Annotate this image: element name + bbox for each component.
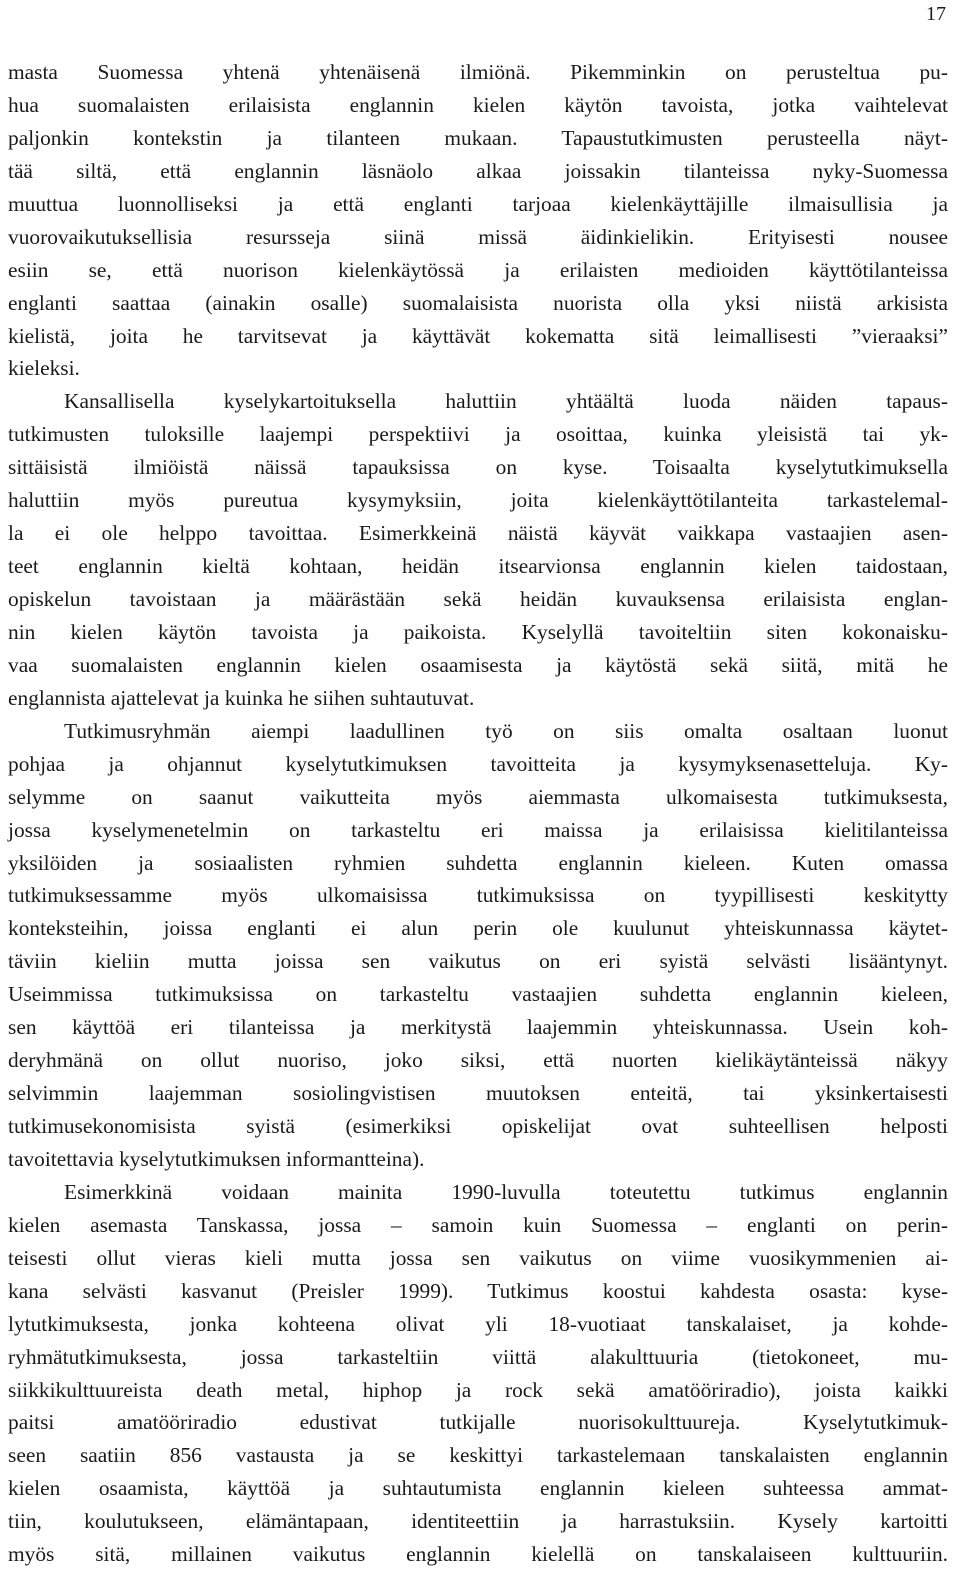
text-line: teisesti ollut vieras kieli mutta jossa sen vaikutus on viime vuosikymmenien ai- (8, 1245, 948, 1270)
text-line: opiskelun tavoistaan ja määrästään sekä heidän kuvauksensa erilaisista englan- (8, 587, 948, 611)
text-line: kielen osaamista, käyttöä ja suhtautumista englannin kieleen suhteessa ammat- (8, 1476, 948, 1501)
text-line: masta Suomessa yhtenä yhtenäisenä ilmiönä. Pikemminkin on perusteltua pu- (8, 60, 948, 84)
text-line: paitsi amatööriradio edustivat tutkijalle nuorisokulttuureja. Kyselytutkimuk- (8, 1410, 948, 1435)
text-line: vaa suomalaisten englannin kielen osaamisesta ja käytöstä sekä siitä, mitä he (8, 652, 948, 677)
text-line: esiin se, että nuorison kielenkäytössä ja erilaisten medioiden käyttötilanteissa (8, 257, 948, 282)
text-line: nin kielen käytön tavoista ja paikoista. Kyselyllä tavoiteltiin siten kokonaisku- (8, 619, 948, 644)
text-line: pohjaa ja ohjannut kyselytutkimuksen tavoitteita ja kysymyksenasetteluja. Ky- (8, 751, 948, 776)
text-line: deryhmänä on ollut nuoriso, joko siksi, että nuorten kielikäytänteissä näkyy (8, 1048, 948, 1073)
text-line: sittäisistä ilmiöistä näissä tapauksissa on kyse. Toisaalta kyselytutkimuksella (8, 455, 948, 480)
text-line: teet englannin kieltä kohtaan, heidän itsearvionsa englannin kielen taidostaan, (8, 554, 948, 579)
text-line: Useimmissa tutkimuksissa on tarkasteltu vastaajien suhdetta englannin kieleen, (8, 982, 948, 1007)
body-text (8, 56, 948, 1571)
text-line: kielistä, joita he tarvitsevat ja käyttävät kokematta sitä leimallisesti ”vieraaksi” (8, 323, 948, 348)
text-line: muuttua luonnolliseksi ja että englanti tarjoaa kielenkäyttäjille ilmaisullisia ja (8, 191, 948, 216)
text-line: haluttiin myös pureutua kysymyksiin, joita kielenkäyttötilanteita tarkastelemal- (8, 488, 948, 513)
text-line: englannista ajattelevat ja kuinka he siihen suhtautuvat. (8, 685, 475, 710)
text-line: ryhmätutkimuksesta, jossa tarkasteltiin viittä alakulttuuria (tietokoneet, mu- (8, 1344, 948, 1369)
text-line: kieleksi. (8, 356, 80, 381)
text-line: sen käyttöä eri tilanteissa ja merkitystä laajemmin yhteiskunnassa. Usein koh- (8, 1015, 948, 1040)
text-line: kielen asemasta Tanskassa, jossa – samoin kuin Suomessa – englanti on perin- (8, 1212, 948, 1237)
text-line: tutkimusekonomisista syistä (esimerkiksi opiskelijat ovat suhteellisen helposti (8, 1114, 948, 1138)
text-line: tavoitettavia kyselytutkimuksen informantteina). (8, 1146, 425, 1171)
text-line: vuorovaikutuksellisia resursseja siinä missä äidinkielikin. Erityisesti nousee (8, 224, 948, 249)
paragraph-first-line: Esimerkkinä voidaan mainita 1990-luvulla toteutettu tutkimus englannin (64, 1179, 948, 1204)
text-line: jossa kyselymenetelmin on tarkasteltu eri maissa ja erilaisissa kielitilanteissa (8, 817, 948, 842)
text-line: tiin, koulutukseen, elämäntapaan, identiteettiin ja harrastuksiin. Kysely kartoitti (8, 1509, 948, 1534)
text-line: tutkimuksessamme myös ulkomaisissa tutkimuksissa on tyypillisesti keskitytty (8, 883, 948, 908)
text-line: tutkimusten tuloksille laajempi perspektiivi ja osoittaa, kuinka yleisistä tai yk- (8, 422, 948, 447)
text-line: myös sitä, millainen vaikutus englannin kielellä on tanskalaiseen kulttuuriin. (8, 1542, 948, 1567)
text-line: hua suomalaisten erilaisista englannin kielen käytön tavoista, jotka vaihtelevat (8, 92, 948, 117)
text-line: konteksteihin, joissa englanti ei alun perin ole kuulunut yhteiskunnassa käytet- (8, 916, 948, 941)
text-line: tää siltä, että englannin läsnäolo alkaa joissakin tilanteissa nyky-Suomessa (8, 158, 948, 183)
text-line: kana selvästi kasvanut (Preisler 1999). Tutkimus koostui kahdesta osasta: kyse- (8, 1278, 948, 1303)
text-line: selvimmin laajemman sosiolingvistisen muutoksen enteitä, tai yksinkertaisesti (8, 1081, 948, 1106)
text-line: la ei ole helppo tavoittaa. Esimerkkeinä näistä käyvät vaikkapa vastaajien asen- (8, 521, 948, 546)
paragraph-first-line: Tutkimusryhmän aiempi laadullinen työ on siis omalta osaltaan luonut (64, 718, 948, 743)
page-number: 17 (926, 3, 946, 25)
text-line: täviin kieliin mutta joissa sen vaikutus on eri syistä selvästi lisääntynyt. (8, 949, 948, 974)
text-line: siikkikulttuureista death metal, hiphop ja rock sekä amatööriradio), joista kaikki (8, 1377, 948, 1402)
text-line: lytutkimuksesta, jonka kohteena olivat yli 18-vuotiaat tanskalaiset, ja kohde- (8, 1311, 948, 1336)
text-line: seen saatiin 856 vastausta ja se keskittyi tarkastelemaan tanskalaisten englannin (8, 1443, 948, 1468)
text-line: paljonkin kontekstin ja tilanteen mukaan. Tapaustutkimusten perusteella näyt- (8, 125, 948, 150)
paragraph-first-line: Kansallisella kyselykartoituksella haluttiin yhtäältä luoda näiden tapaus- (64, 389, 948, 414)
text-line: selymme on saanut vaikutteita myös aiemmasta ulkomaisesta tutkimuksesta, (8, 784, 948, 809)
text-line: englanti saattaa (ainakin osalle) suomalaisista nuorista olla yksi niistä arkisista (8, 290, 948, 315)
text-line: yksilöiden ja sosiaalisten ryhmien suhdetta englannin kieleen. Kuten omassa (8, 850, 948, 875)
